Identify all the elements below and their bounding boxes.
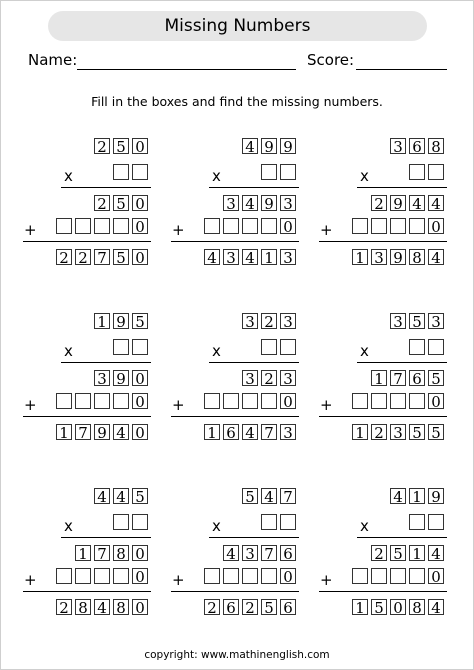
partial-product-row bbox=[242, 370, 299, 386]
product-row bbox=[56, 249, 151, 265]
answer-box[interactable] bbox=[409, 218, 425, 234]
digit-box: 3 bbox=[390, 424, 406, 440]
digit-box: 1 bbox=[204, 424, 220, 440]
plus-sign: + bbox=[320, 571, 333, 589]
product-row bbox=[56, 599, 151, 615]
second-partial-row bbox=[204, 393, 299, 409]
answer-box[interactable] bbox=[409, 164, 425, 180]
sum-line bbox=[171, 241, 299, 242]
rule-line bbox=[209, 187, 299, 188]
rule-line bbox=[357, 187, 447, 188]
times-sign: x bbox=[64, 517, 73, 535]
digit-box: 3 bbox=[280, 424, 296, 440]
digit-box: 0 bbox=[428, 393, 444, 409]
multiplier-row bbox=[261, 339, 299, 355]
sum-line bbox=[23, 416, 151, 417]
times-sign: x bbox=[212, 342, 221, 360]
score-line[interactable] bbox=[356, 69, 447, 70]
answer-box[interactable] bbox=[261, 339, 277, 355]
second-partial-row bbox=[56, 218, 151, 234]
digit-box: 0 bbox=[132, 545, 148, 561]
digit-box: 5 bbox=[390, 545, 406, 561]
times-sign: x bbox=[212, 167, 221, 185]
problem-5 bbox=[171, 313, 321, 468]
digit-box: 3 bbox=[280, 249, 296, 265]
digit-box: 3 bbox=[390, 138, 406, 154]
digit-box: 4 bbox=[428, 195, 444, 211]
digit-box: 2 bbox=[204, 599, 220, 615]
digit-box: 3 bbox=[280, 195, 296, 211]
answer-box[interactable] bbox=[113, 218, 129, 234]
answer-box[interactable] bbox=[113, 568, 129, 584]
digit-box: 3 bbox=[223, 249, 239, 265]
digit-box: 3 bbox=[242, 313, 258, 329]
plus-sign: + bbox=[320, 396, 333, 414]
answer-box[interactable] bbox=[409, 393, 425, 409]
digit-box: 0 bbox=[132, 599, 148, 615]
partial-product-row bbox=[371, 195, 447, 211]
answer-box[interactable] bbox=[428, 514, 444, 530]
digit-box: 4 bbox=[390, 488, 406, 504]
partial-product-row bbox=[94, 370, 151, 386]
answer-box[interactable] bbox=[132, 339, 148, 355]
answer-box[interactable] bbox=[261, 393, 277, 409]
digit-box: 0 bbox=[132, 218, 148, 234]
answer-box[interactable] bbox=[261, 568, 277, 584]
digit-box: 3 bbox=[242, 370, 258, 386]
digit-box: 8 bbox=[409, 249, 425, 265]
digit-box: 9 bbox=[113, 313, 129, 329]
digit-box: 8 bbox=[75, 599, 91, 615]
digit-box: 4 bbox=[242, 138, 258, 154]
digit-box: 4 bbox=[113, 488, 129, 504]
digit-box: 4 bbox=[409, 195, 425, 211]
plus-sign: + bbox=[172, 571, 185, 589]
answer-box[interactable] bbox=[204, 568, 220, 584]
digit-box: 9 bbox=[261, 138, 277, 154]
multiplicand-row bbox=[390, 138, 447, 154]
answer-box[interactable] bbox=[242, 393, 258, 409]
answer-box[interactable] bbox=[261, 218, 277, 234]
plus-sign: + bbox=[320, 221, 333, 239]
plus-sign: + bbox=[172, 396, 185, 414]
rule-line bbox=[209, 362, 299, 363]
digit-box: 4 bbox=[428, 545, 444, 561]
digit-box: 4 bbox=[261, 488, 277, 504]
rule-line bbox=[357, 362, 447, 363]
digit-box: 4 bbox=[242, 195, 258, 211]
digit-box: 5 bbox=[242, 488, 258, 504]
multiplicand-row bbox=[242, 313, 299, 329]
second-partial-row bbox=[352, 568, 447, 584]
product-row bbox=[204, 599, 299, 615]
second-partial-row bbox=[204, 568, 299, 584]
problem-8 bbox=[171, 488, 321, 643]
answer-box[interactable] bbox=[204, 218, 220, 234]
partial-product-row bbox=[94, 195, 151, 211]
answer-box[interactable] bbox=[223, 218, 239, 234]
digit-box: 1 bbox=[352, 424, 368, 440]
digit-box: 1 bbox=[371, 370, 387, 386]
digit-box: 1 bbox=[352, 599, 368, 615]
multiplier-row bbox=[113, 339, 151, 355]
digit-box: 2 bbox=[371, 195, 387, 211]
answer-box[interactable] bbox=[280, 164, 296, 180]
product-row bbox=[352, 599, 447, 615]
problem-6 bbox=[319, 313, 469, 468]
digit-box: 6 bbox=[223, 424, 239, 440]
digit-box: 2 bbox=[94, 195, 110, 211]
title-banner bbox=[48, 11, 427, 41]
multiplicand-row bbox=[94, 313, 151, 329]
product-row bbox=[56, 424, 151, 440]
digit-box: 3 bbox=[242, 545, 258, 561]
digit-box: 5 bbox=[113, 195, 129, 211]
digit-box: 6 bbox=[280, 545, 296, 561]
digit-box: 5 bbox=[113, 138, 129, 154]
answer-box[interactable] bbox=[75, 218, 91, 234]
second-partial-row bbox=[56, 393, 151, 409]
problem-9 bbox=[319, 488, 469, 643]
digit-box: 4 bbox=[428, 599, 444, 615]
multiplicand-row bbox=[94, 138, 151, 154]
digit-box: 4 bbox=[223, 545, 239, 561]
digit-box: 4 bbox=[113, 424, 129, 440]
multiplicand-row bbox=[94, 488, 151, 504]
digit-box: 6 bbox=[409, 370, 425, 386]
second-partial-row bbox=[352, 393, 447, 409]
digit-box: 3 bbox=[280, 313, 296, 329]
times-sign: x bbox=[212, 517, 221, 535]
multiplier-row bbox=[409, 514, 447, 530]
answer-box[interactable] bbox=[352, 568, 368, 584]
answer-box[interactable] bbox=[56, 218, 72, 234]
multiplicand-row bbox=[242, 138, 299, 154]
digit-box: 0 bbox=[132, 195, 148, 211]
answer-box[interactable] bbox=[280, 514, 296, 530]
answer-box[interactable] bbox=[242, 568, 258, 584]
partial-product-row bbox=[371, 545, 447, 561]
answer-box[interactable] bbox=[75, 568, 91, 584]
times-sign: x bbox=[64, 342, 73, 360]
digit-box: 5 bbox=[409, 313, 425, 329]
digit-box: 1 bbox=[75, 545, 91, 561]
digit-box: 9 bbox=[280, 138, 296, 154]
digit-box: 7 bbox=[75, 424, 91, 440]
digit-box: 0 bbox=[132, 424, 148, 440]
digit-box: 1 bbox=[56, 424, 72, 440]
answer-box[interactable] bbox=[390, 218, 406, 234]
answer-box[interactable] bbox=[113, 164, 129, 180]
answer-box[interactable] bbox=[428, 339, 444, 355]
digit-box: 1 bbox=[409, 545, 425, 561]
multiplier-row bbox=[261, 514, 299, 530]
digit-box: 0 bbox=[280, 393, 296, 409]
digit-box: 3 bbox=[94, 370, 110, 386]
name-line[interactable] bbox=[77, 69, 296, 70]
sum-line bbox=[23, 241, 151, 242]
digit-box: 0 bbox=[428, 568, 444, 584]
times-sign: x bbox=[64, 167, 73, 185]
digit-box: 3 bbox=[428, 313, 444, 329]
digit-box: 6 bbox=[280, 599, 296, 615]
multiplier-row bbox=[409, 164, 447, 180]
product-row bbox=[352, 424, 447, 440]
answer-box[interactable] bbox=[223, 568, 239, 584]
problem-3 bbox=[319, 138, 469, 293]
answer-box[interactable] bbox=[75, 393, 91, 409]
sum-line bbox=[23, 591, 151, 592]
answer-box[interactable] bbox=[132, 164, 148, 180]
times-sign: x bbox=[360, 517, 369, 535]
digit-box: 5 bbox=[132, 488, 148, 504]
multiplicand-row bbox=[390, 313, 447, 329]
digit-box: 2 bbox=[371, 545, 387, 561]
digit-box: 2 bbox=[371, 424, 387, 440]
answer-box[interactable] bbox=[280, 339, 296, 355]
answer-box[interactable] bbox=[113, 339, 129, 355]
answer-box[interactable] bbox=[113, 393, 129, 409]
answer-box[interactable] bbox=[371, 568, 387, 584]
digit-box: 4 bbox=[428, 249, 444, 265]
digit-box: 3 bbox=[223, 195, 239, 211]
partial-product-row bbox=[223, 195, 299, 211]
answer-box[interactable] bbox=[204, 393, 220, 409]
digit-box: 6 bbox=[223, 599, 239, 615]
rule-line bbox=[61, 537, 151, 538]
answer-box[interactable] bbox=[94, 393, 110, 409]
product-row bbox=[204, 249, 299, 265]
rule-line bbox=[357, 537, 447, 538]
digit-box: 7 bbox=[94, 249, 110, 265]
copyright-text: copyright: www.mathinenglish.com bbox=[144, 649, 330, 661]
digit-box: 0 bbox=[132, 249, 148, 265]
digit-box: 6 bbox=[409, 138, 425, 154]
rule-line bbox=[209, 537, 299, 538]
digit-box: 9 bbox=[428, 488, 444, 504]
partial-product-row bbox=[75, 545, 151, 561]
digit-box: 7 bbox=[390, 370, 406, 386]
digit-box: 0 bbox=[132, 138, 148, 154]
answer-box[interactable] bbox=[56, 568, 72, 584]
digit-box: 4 bbox=[242, 424, 258, 440]
product-row bbox=[352, 249, 447, 265]
multiplicand-row bbox=[242, 488, 299, 504]
answer-box[interactable] bbox=[56, 393, 72, 409]
problem-4 bbox=[23, 313, 173, 468]
times-sign: x bbox=[360, 342, 369, 360]
answer-box[interactable] bbox=[261, 164, 277, 180]
digit-box: 2 bbox=[56, 249, 72, 265]
multiplier-row bbox=[113, 164, 151, 180]
instructions: Fill in the boxes and find the missing numbers. bbox=[91, 94, 383, 109]
digit-box: 7 bbox=[94, 545, 110, 561]
digit-box: 0 bbox=[280, 568, 296, 584]
digit-box: 2 bbox=[94, 138, 110, 154]
second-partial-row bbox=[352, 218, 447, 234]
digit-box: 7 bbox=[261, 424, 277, 440]
answer-box[interactable] bbox=[113, 514, 129, 530]
digit-box: 1 bbox=[261, 249, 277, 265]
digit-box: 2 bbox=[242, 599, 258, 615]
digit-box: 0 bbox=[390, 599, 406, 615]
digit-box: 3 bbox=[371, 249, 387, 265]
digit-box: 9 bbox=[390, 195, 406, 211]
answer-box[interactable] bbox=[352, 218, 368, 234]
partial-product-row bbox=[223, 545, 299, 561]
score-label: Score: bbox=[307, 51, 355, 69]
multiplier-row bbox=[113, 514, 151, 530]
answer-box[interactable] bbox=[242, 218, 258, 234]
digit-box: 4 bbox=[204, 249, 220, 265]
times-sign: x bbox=[360, 167, 369, 185]
digit-box: 2 bbox=[75, 249, 91, 265]
digit-box: 5 bbox=[428, 370, 444, 386]
answer-box[interactable] bbox=[94, 218, 110, 234]
digit-box: 5 bbox=[261, 599, 277, 615]
digit-box: 1 bbox=[352, 249, 368, 265]
digit-box: 0 bbox=[428, 218, 444, 234]
multiplier-row bbox=[261, 164, 299, 180]
rule-line bbox=[61, 362, 151, 363]
digit-box: 4 bbox=[94, 488, 110, 504]
answer-box[interactable] bbox=[390, 568, 406, 584]
answer-box[interactable] bbox=[409, 514, 425, 530]
digit-box: 5 bbox=[113, 249, 129, 265]
answer-box[interactable] bbox=[223, 393, 239, 409]
digit-box: 9 bbox=[261, 195, 277, 211]
digit-box: 8 bbox=[428, 138, 444, 154]
digit-box: 8 bbox=[113, 599, 129, 615]
rule-line bbox=[61, 187, 151, 188]
page-title: Missing Numbers bbox=[164, 16, 311, 36]
name-label: Name: bbox=[28, 51, 78, 69]
digit-box: 4 bbox=[94, 599, 110, 615]
digit-box: 0 bbox=[132, 568, 148, 584]
digit-box: 9 bbox=[113, 370, 129, 386]
answer-box[interactable] bbox=[371, 218, 387, 234]
digit-box: 1 bbox=[94, 313, 110, 329]
answer-box[interactable] bbox=[132, 514, 148, 530]
plus-sign: + bbox=[172, 221, 185, 239]
digit-box: 1 bbox=[409, 488, 425, 504]
digit-box: 5 bbox=[132, 313, 148, 329]
digit-box: 2 bbox=[261, 313, 277, 329]
digit-box: 9 bbox=[390, 249, 406, 265]
problem-1 bbox=[23, 138, 173, 293]
sum-line bbox=[319, 591, 447, 592]
digit-box: 2 bbox=[261, 370, 277, 386]
digit-box: 2 bbox=[56, 599, 72, 615]
problem-7 bbox=[23, 488, 173, 643]
sum-line bbox=[171, 416, 299, 417]
answer-box[interactable] bbox=[371, 393, 387, 409]
answer-box[interactable] bbox=[428, 164, 444, 180]
digit-box: 0 bbox=[132, 393, 148, 409]
digit-box: 8 bbox=[113, 545, 129, 561]
answer-box[interactable] bbox=[409, 339, 425, 355]
plus-sign: + bbox=[24, 221, 37, 239]
problem-2 bbox=[171, 138, 321, 293]
sum-line bbox=[171, 591, 299, 592]
digit-box: 3 bbox=[390, 313, 406, 329]
plus-sign: + bbox=[24, 396, 37, 414]
answer-box[interactable] bbox=[409, 568, 425, 584]
digit-box: 0 bbox=[132, 370, 148, 386]
digit-box: 5 bbox=[428, 424, 444, 440]
sum-line bbox=[319, 416, 447, 417]
digit-box: 5 bbox=[409, 424, 425, 440]
digit-box: 7 bbox=[261, 545, 277, 561]
digit-box: 9 bbox=[94, 424, 110, 440]
plus-sign: + bbox=[24, 571, 37, 589]
product-row bbox=[204, 424, 299, 440]
digit-box: 8 bbox=[409, 599, 425, 615]
digit-box: 0 bbox=[280, 218, 296, 234]
digit-box: 3 bbox=[280, 370, 296, 386]
partial-product-row bbox=[371, 370, 447, 386]
digit-box: 5 bbox=[371, 599, 387, 615]
digit-box: 7 bbox=[280, 488, 296, 504]
digit-box: 4 bbox=[242, 249, 258, 265]
multiplicand-row bbox=[390, 488, 447, 504]
multiplier-row bbox=[409, 339, 447, 355]
second-partial-row bbox=[204, 218, 299, 234]
answer-box[interactable] bbox=[390, 393, 406, 409]
second-partial-row bbox=[56, 568, 151, 584]
answer-box[interactable] bbox=[261, 514, 277, 530]
answer-box[interactable] bbox=[352, 393, 368, 409]
sum-line bbox=[319, 241, 447, 242]
answer-box[interactable] bbox=[94, 568, 110, 584]
